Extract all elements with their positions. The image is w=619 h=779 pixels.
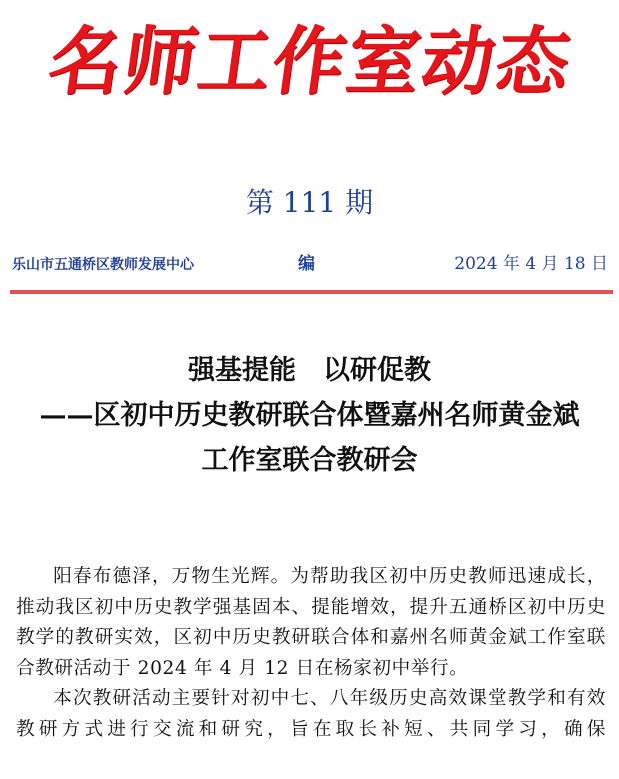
headline-line-2: ——区初中历史教研联合体暨嘉州名师黄金斌 — [39, 400, 580, 431]
edit-label: 编 — [298, 254, 315, 274]
publication-date: 2024 年 4 月 18 日 — [454, 254, 608, 274]
body-paragraph-1: 阳春布德泽，万物生光辉。为帮助我区初中历史教师迅速成长，推动我区初中历史教学强基固本、提能增效，提升五通桥区初中历史教学的教研实效，区初中历史教研联合体和嘉州名师黄金斌工作室联合教研活动于 2024 年 4 月 12 日在杨家初中举行。 — [16, 566, 606, 679]
publication-info-row — [12, 252, 608, 278]
headline-line-3: 工作室联合教研会 — [201, 445, 418, 476]
masthead — [0, 10, 619, 122]
headline-line-1: 强基提能 以研促教 — [188, 355, 431, 386]
article-headline — [0, 348, 619, 483]
body-paragraph-2: 本次教研活动主要针对初中七、八年级历史高效课堂教学和有效教研方式进行交流和研究，旨在取长补短、共同学习，确保 — [16, 688, 606, 740]
issue-number: 第 111 期 — [245, 186, 374, 219]
header-divider — [10, 290, 613, 294]
article-body — [16, 562, 606, 745]
masthead-title: 名师工作室动态 — [42, 19, 577, 105]
organization-name: 乐山市五通桥区教师发展中心 — [12, 257, 194, 273]
